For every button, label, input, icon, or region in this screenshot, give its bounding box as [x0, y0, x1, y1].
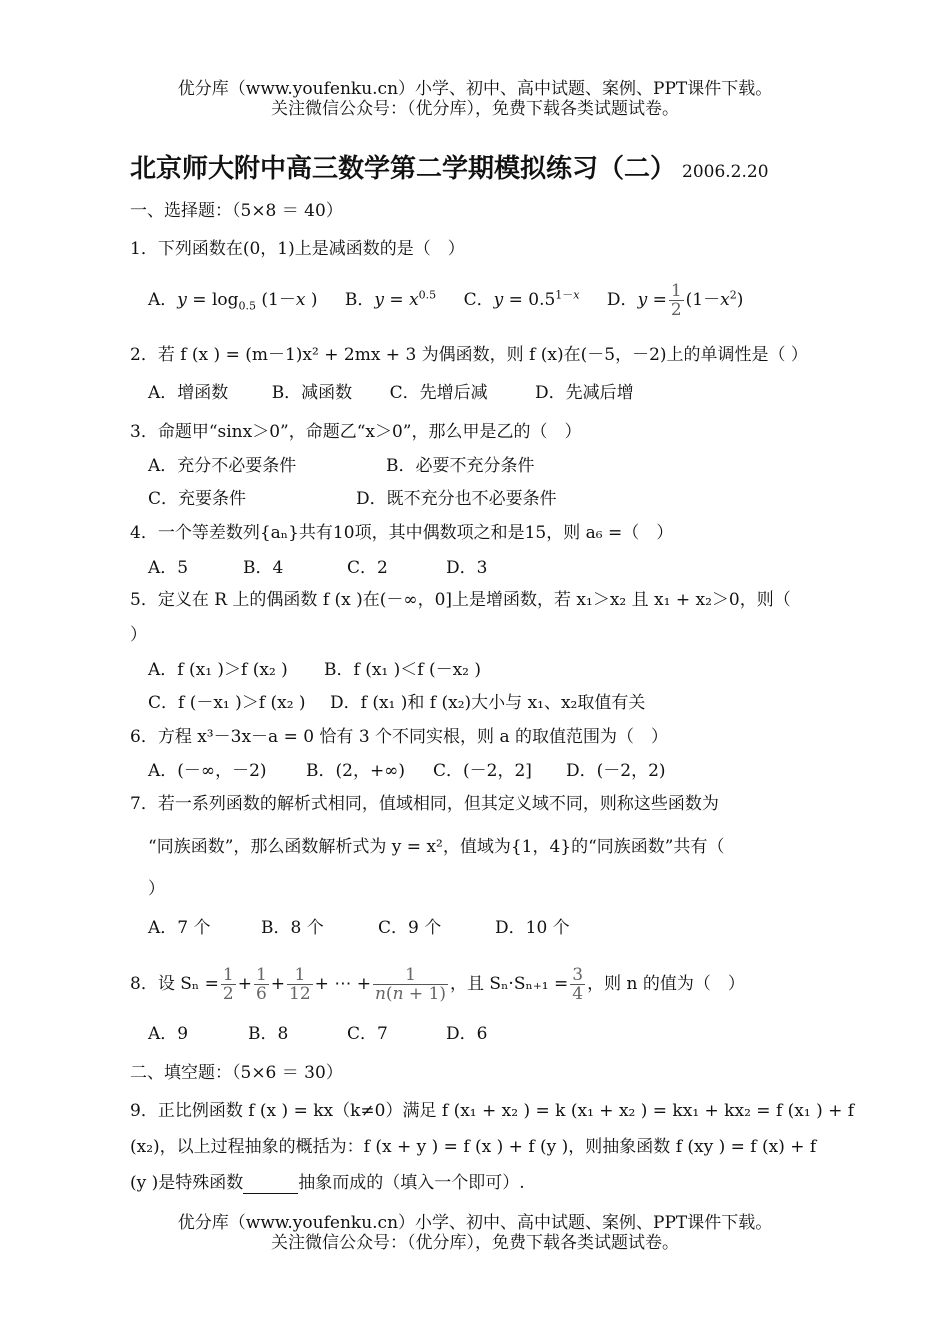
q7-option-c: C．9 个: [378, 918, 442, 938]
footer-line-2: 关注微信公众号：（优分库），免费下载各类试题试卷。: [271, 1233, 679, 1253]
q1-option-d: D．y = $\frac{1}{2}$ $(1-x^2)$: [606, 281, 744, 320]
q8-prefix: 8．设 Sₙ =: [130, 974, 219, 994]
q9-line-2: (x₂)，以上过程抽象的概括为：f (x + y ) = f (x ) + f (y )，则抽象函数 f (xy ) = f (x) + f: [130, 1137, 817, 1157]
q7-option-d: D．10 个: [495, 918, 570, 938]
q8-option-c: C．7: [347, 1024, 388, 1044]
fraction-1-2: $\frac{1}{2}$: [222, 965, 234, 1004]
q3-option-a: A．充分不必要条件: [148, 456, 297, 476]
q5-stem-line-2: ）: [130, 625, 147, 645]
q1-stem: 1．下列函数在(0，1)上是减函数的是（ ）: [130, 239, 465, 259]
q2-option-d: D．先减后增: [535, 383, 634, 403]
footer-line-1: 优分库（www.youfenku.cn）小学、初中、高中试题、案例、PPT课件下载。: [177, 1213, 773, 1233]
title-main: 北京师大附中高三数学第二学期模拟练习（二）: [130, 154, 677, 184]
q4-option-c: C．2: [347, 558, 388, 578]
q1-option-b: B．$y = x^{0.5}$: [344, 288, 437, 310]
q7-options: [148, 917, 570, 939]
q8-options: [148, 1023, 487, 1045]
q9-line-3-end: 抽象而成的（填入一个即可）.: [298, 1173, 525, 1193]
q3-stem: 3．命题甲“sinx＞0”，命题乙“x＞0”，那么甲是乙的（ ）: [130, 422, 582, 442]
fraction-1-n-n-plus-1: $\frac{1}{n(n + 1)}$: [374, 965, 447, 1004]
q2-options: [148, 382, 634, 404]
title-date: 2006.2.20: [682, 162, 769, 182]
q7-stem-line-3: ）: [148, 879, 165, 899]
q1-options: [148, 282, 743, 319]
q5-stem-line-1: 5．定义在 R 上的偶函数 f (x )在(－∞，0]上是增函数，若 x₁＞x₂ 且 x₁ + x₂＞0，则（: [130, 590, 791, 610]
q7-stem-line-1: 7．若一系列函数的解析式相同，值域相同，但其定义域不同，则称这些函数为: [130, 794, 719, 814]
q1-option-c: C．$y = 0.5^{1-x}$: [463, 288, 580, 310]
q4-option-a: A．5: [148, 558, 189, 578]
q7-option-b: B．8 个: [261, 918, 324, 938]
fraction-one-half: $\frac{1}{2}$: [670, 281, 682, 320]
q8-middle: ，且 Sₙ·Sₙ₊₁ =: [450, 974, 569, 994]
q4-stem: 4．一个等差数列{aₙ}共有10项，其中偶数项之和是15，则 a₆ =（ ）: [130, 523, 674, 543]
q2-stem: 2．若 f (x ) = (m－1)x² + 2mx + 3 为偶函数，则 f (x)在(－5，－2)上的单调性是（ ）: [130, 345, 808, 365]
q3-options-row1: [148, 455, 535, 477]
section-2-heading: 二、填空题：（5×6 ＝ 30）: [130, 1063, 343, 1083]
q1-option-a: A．$y = \log_{0.5} (1-x$ ): [148, 290, 318, 313]
q6-option-a: A．(－∞，－2): [148, 761, 267, 781]
q5-option-a: A．f (x₁ )＞f (x₂ ): [148, 660, 288, 680]
q5-options-row2: [148, 692, 645, 714]
q3-option-d: D．既不充分也不必要条件: [356, 489, 557, 509]
q6-stem: 6．方程 x³－3x－a = 0 恰有 3 个不同实根，则 a 的取值范围为（ ）: [130, 727, 668, 747]
fraction-3-4: $\frac{3}{4}$: [572, 965, 584, 1004]
q8-suffix: ，则 n 的值为（ ）: [587, 974, 745, 994]
q2-option-b: B．减函数: [271, 383, 353, 403]
q9-line-3-start: (y )是特殊函数: [130, 1173, 244, 1193]
q7-stem-line-2: “同族函数”，那么函数解析式为 y = x²，值域为{1，4}的“同族函数”共有（: [148, 837, 725, 857]
q8-stem: 8．设 Sₙ = $\frac{1}{2}$ + $\frac{1}{6}$ + $\frac{1}{12}$ + ⋯ + $\frac{1}{n(n + 1)}$ ，且 Sₙ·Sₙ₊₁ = $\frac{3}{4}$ ，则 n 的值为（ ）: [130, 965, 745, 1004]
fraction-1-6: $\frac{1}{6}$: [255, 965, 267, 1004]
q3-options-row2: [148, 488, 557, 510]
q5-option-d: D．f (x₁ )和 f (x₂)大小与 x₁、x₂取值有关: [330, 693, 646, 713]
q5-option-c: C．f (－x₁ )＞f (x₂ ): [148, 693, 306, 713]
fraction-1-12: $\frac{1}{12}$: [289, 965, 311, 1004]
header-line-1: 优分库（www.youfenku.cn）小学、初中、高中试题、案例、PPT课件下载。: [177, 79, 773, 99]
q2-option-c: C．先增后减: [389, 383, 488, 403]
q4-option-b: B．4: [243, 558, 284, 578]
q5-option-b: B．f (x₁ )＜f (－x₂ ): [324, 660, 482, 680]
q7-option-a: A．7 个: [148, 918, 211, 938]
page-title: [130, 148, 769, 185]
header-line-2: 关注微信公众号：（优分库），免费下载各类试题试卷。: [271, 99, 679, 119]
q8-option-b: B．8: [248, 1024, 289, 1044]
section-1-heading: 一、选择题：（5×8 ＝ 40）: [130, 201, 343, 221]
q6-options: [148, 760, 666, 782]
q8-option-d: D．6: [446, 1024, 488, 1044]
answer-blank[interactable]: [243, 1175, 298, 1194]
q6-option-c: C．(－2，2]: [433, 761, 532, 781]
q5-options-row1: [148, 659, 481, 681]
q8-option-a: A．9: [148, 1024, 189, 1044]
q3-option-c: C．充要条件: [148, 489, 247, 509]
q6-option-b: B．(2，+∞): [306, 761, 405, 781]
q4-options: [148, 557, 487, 579]
q9-line-3: [130, 1172, 525, 1194]
q9-line-1: 9．正比例函数 f (x ) = kx（k≠0）满足 f (x₁ + x₂ ) = k (x₁ + x₂ ) = kx₁ + kx₂ = f (x₁ ) + f: [130, 1101, 855, 1121]
q3-option-b: B．必要不充分条件: [386, 456, 535, 476]
q6-option-d: D．(－2，2): [566, 761, 666, 781]
q2-option-a: A．增函数: [148, 383, 229, 403]
q4-option-d: D．3: [446, 558, 488, 578]
